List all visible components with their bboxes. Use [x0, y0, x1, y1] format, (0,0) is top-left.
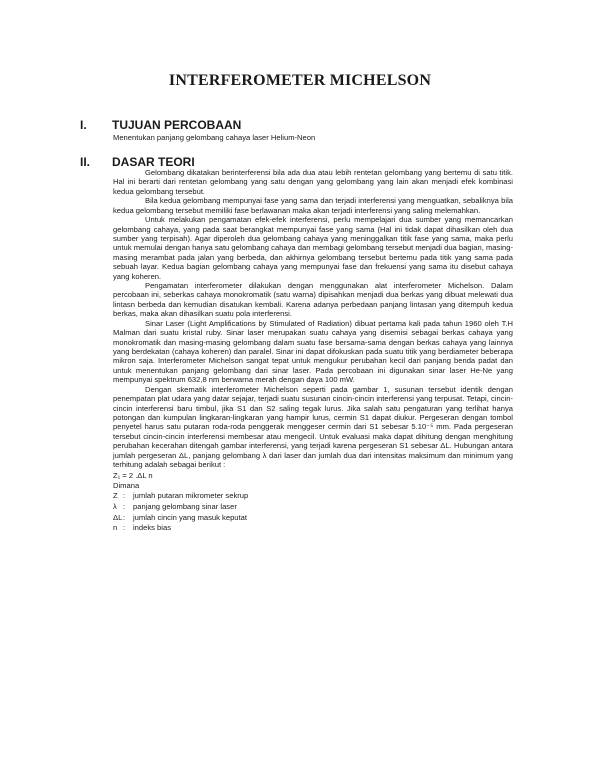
legend-colon: : [123, 512, 126, 522]
legend-item [113, 523, 513, 534]
section-2-title: DASAR TEORI [112, 155, 195, 169]
where-label: Dimana [113, 480, 140, 490]
paragraph: Bila kedua gelombang mempunyai fase yang sama dan terjadi interferensi yang menguatkan, sebaliknya bila kedua gelombang tersebut memiliki fase berlawanan maka akan terjadi interferensi yang saling melemahkan. [113, 196, 513, 215]
legend-colon: : [123, 491, 126, 501]
section-1-body: Menentukan panjang gelombang cahaya laser Helium-Neon [113, 133, 316, 142]
legend-symbol: λ [113, 501, 117, 511]
legend-symbol: Z [113, 491, 118, 501]
legend-colon: : [123, 501, 126, 511]
document-title: INTERFEROMETER MICHELSON [168, 72, 432, 89]
section-1-title: TUJUAN PERCOBAAN [112, 118, 242, 132]
legend-symbol: n [113, 523, 118, 533]
paragraph: Gelombang dikatakan berinterferensi bila ada dua atau lebih rentetan gelombang yang bertemu di satu titik. Hal ini berarti dari rentetan gelombang yang satu dengan yang gelombang yang lain akan menjadi efek kombinasi kedua gelombang tersebut. [113, 168, 513, 196]
legend-symbol: ΔL [113, 512, 123, 522]
section-1-heading [80, 118, 241, 132]
legend-item [113, 513, 513, 524]
legend-description: jumlah putaran mikrometer sekrup [133, 491, 249, 501]
legend-description: jumlah cincin yang masuk keputat [133, 512, 247, 522]
section-2-body [113, 168, 513, 534]
paragraph: Pengamatan interferometer dilakukan dengan menggunakan alat interferometer Michelson. Dalam percobaan ini, seberkas cahaya monokromatik (satu warna) dipisahkan menjadi dua berkas yang dibuat melewati dua lintasn berbeda dan kemudian disatukan kembali. Karena adanya perbedaan panjang lintasan yang ditempuh kedua berkas, maka akan dihasilkan suatu pola interferensi. [113, 281, 513, 319]
legend-description: panjang gelombang sinar laser [133, 501, 237, 511]
symbol-legend [113, 491, 513, 533]
legend-item [113, 491, 513, 502]
paragraph: Dengan skematik interferometer Michelson seperti pada gambar 1, susunan tersebut identik dengan penempatan plat udara yang datar sejajar, terjadi suatu susunan cincin-cincin interferensi yang terpusat. Tetapi, cincin-cincin interferensi baru timbul, jika S1 dan S2 saling tegak lurus. Jika salah satu pengaturan yang terlihat hanya potongan dan kumpulan lingkaran-lingkaran yang hampir lurus, cermin S1 dapat diukur. Pergeseran dengan tombol penyetel harus satu putaran roda-roda penggerak menggeser cermin dari S1 sebesar 5.10⁻⁵ mm. Pada pergeseran tersebut cincin-cincin interferensi membesar atau mengecil. Untuk evaluasi maka dapat dihitung dengan menghitung perubahan kecerahan ditengah gambar interferensi, yang terjadi karena pergeseran S1 sebesar ΔL. Hubungan antara jumlah pergeseran ΔL, panjang gelombang λ dari laser dan jumlah dua dari intensitas maksimum dan minimum yang terhitung adalah sebagai berikut : [113, 384, 513, 470]
legend-item [113, 502, 513, 513]
legend-colon: : [123, 523, 126, 533]
paragraph: Sinar Laser (Light Amplifications by Stimulated of Radiation) dibuat pertama kali pada tahun 1960 oleh T.H Malman dari suatu kristal ruby. Sinar laser merupakan suatu cahaya yang disemisi sebagai berkas cahaya yang monokromatik dan masing-masing gelombang dalam suatu fase bersama-sama dengan berkas cahaya yang lainnya yang berdekatan (cahaya koheren) dan paralel. Sinar ini dapat difokuskan pada suatu titik yang berdiameter beberapa mikron saja. Interferometer Michelson sangat tepat untuk mengukur perubahan kecil dari panjang benda padat dan untuk menentukan panjang gelombang dari sinar laser. Pada percobaan ini digunakan sinar laser He-Ne yang mempunyai spektrum 632,8 nm berwarna merah dengan daya 100 mW. [113, 318, 513, 385]
legend-description: indeks bias [133, 523, 171, 533]
section-2-heading [80, 155, 195, 169]
section-2-number: II. [80, 155, 91, 169]
section-1-number: I. [80, 118, 87, 132]
formula: Z₁ = 2 .ΔL n [113, 470, 153, 480]
paragraph: Untuk melakukan pengamatan efek-efek interferensi, perlu mempelajari dua sumber yang memancarkan gelombang cahaya, yang pada saat berangkat mempunyai fase yang sama (Hal ini tidak dapat dihasilkan oleh dua sumber yang terpisah). Agar diperoleh dua gelombang cahaya yang meninggalkan titik fase yang sama, maka perlu untuk memulai dengan hanya satu gelombang cahaya dan membagi gelombang tersebut menjadi dua bagian, masing-masing merambat pada jalan yang berbeda, dan akhirnya gelombang tersebut bertemu pada titik yang sama pada sebuah layar. Kedua bagian gelombang cahaya yang mempunyai fase dan frekuensi yang sama itu disebut cahaya yang koheren. [113, 215, 513, 281]
